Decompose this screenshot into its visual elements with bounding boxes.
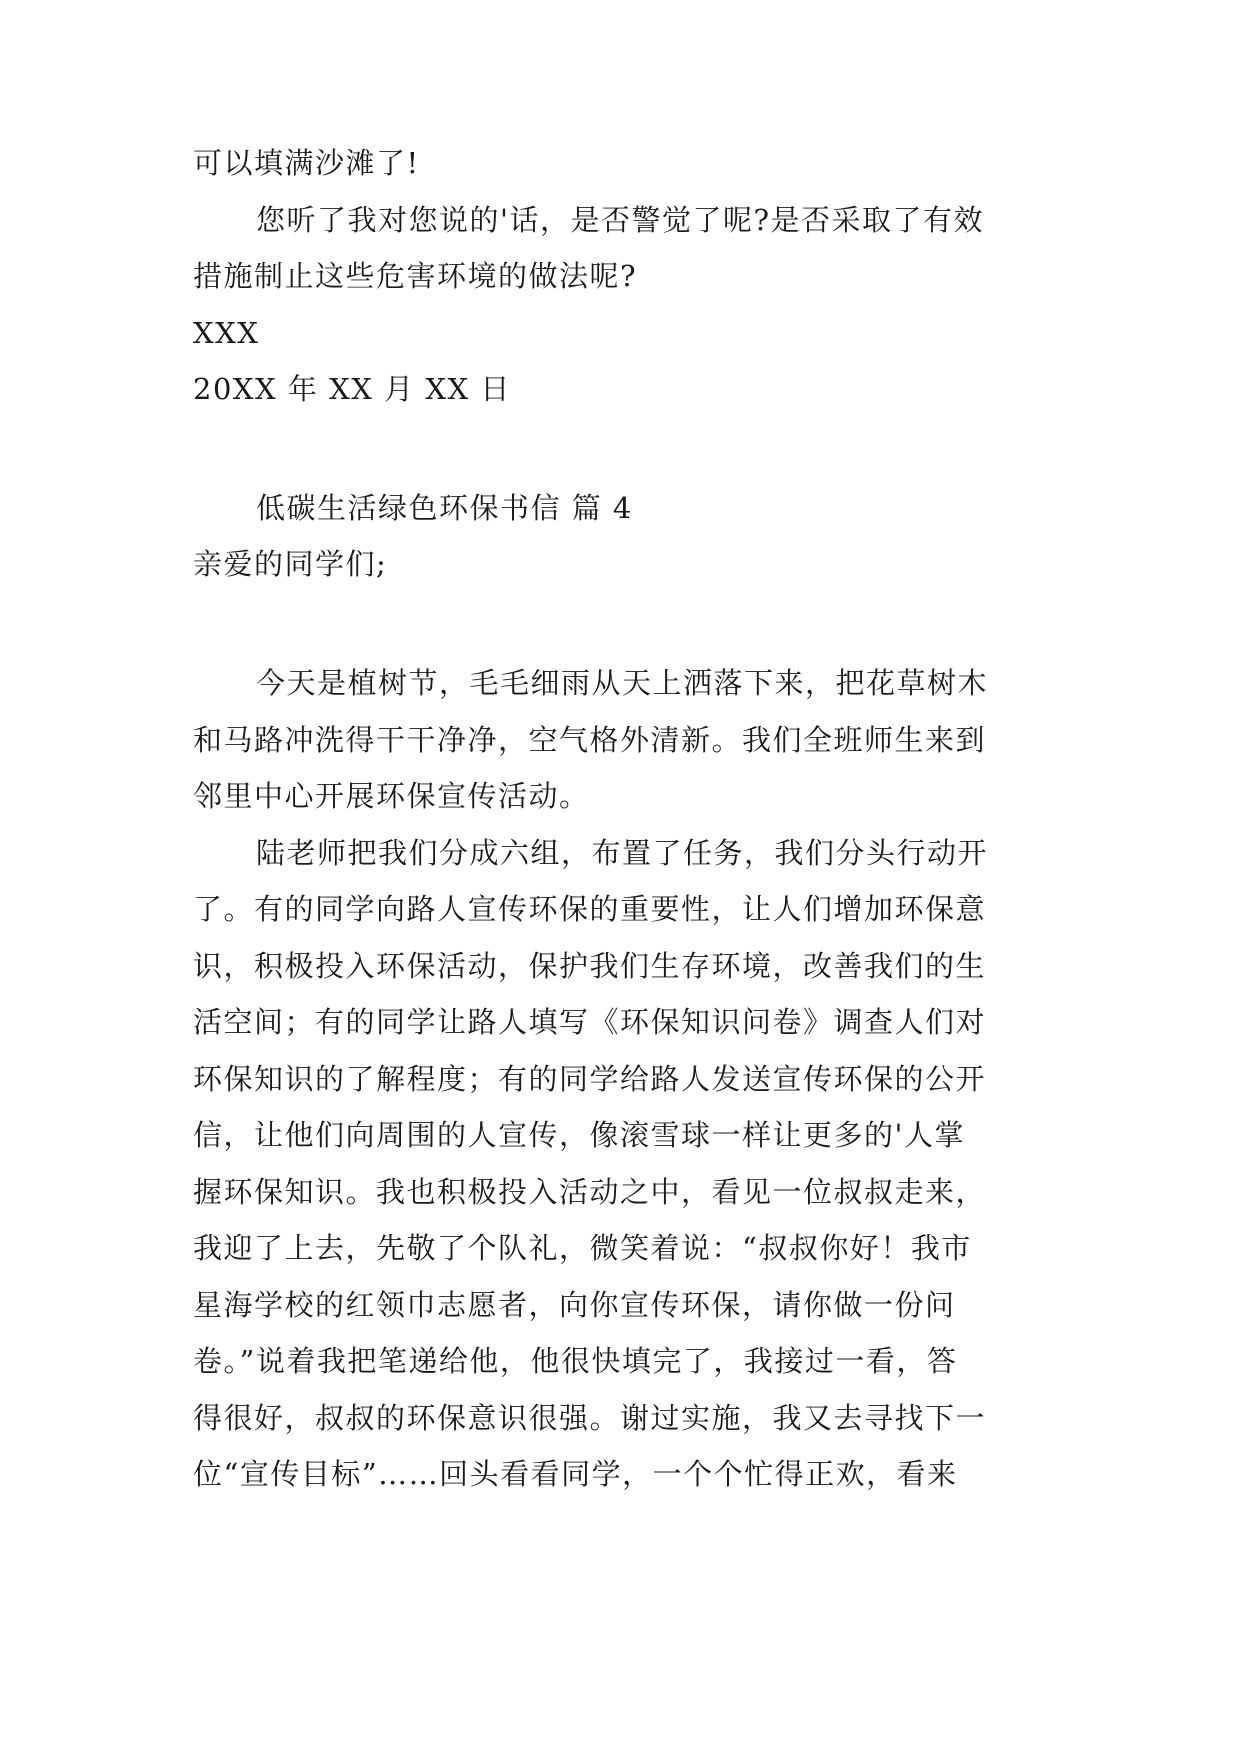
paragraph-line: 邻里中心开展环保宣传活动。 — [193, 779, 590, 813]
paragraph-line: 环保知识的了解程度；有的同学给路人发送宣传环保的公开 — [193, 1062, 987, 1096]
paragraph-line: 卷。”说着我把笔递给他，他很快填完了，我接过一看，答 — [193, 1344, 958, 1378]
paragraph-line: 可以填满沙滩了! — [193, 146, 420, 180]
paragraph-line: 陆老师把我们分成六组，布置了任务，我们分头行动开 — [256, 836, 989, 870]
paragraph-line: 您听了我对您说的'话，是否警觉了呢?是否采取了有效 — [256, 203, 985, 237]
salutation: 亲爱的同学们; — [193, 547, 388, 581]
paragraph-line: 措施制止这些危害环境的做法呢? — [193, 259, 638, 293]
paragraph-line: 识，积极投入环保活动，保护我们生存环境，改善我们的生 — [193, 949, 987, 983]
paragraph-line: 得很好，叔叔的环保意识很强。谢过实施，我又去寻找下一 — [193, 1401, 987, 1435]
signature-date: 20XX 年 XX 月 XX 日 — [193, 372, 511, 406]
paragraph-line: 今天是植树节，毛毛细雨从天上洒落下来，把花草树木 — [256, 666, 989, 700]
paragraph-line: 位“宣传目标”……回头看看同学，一个个忙得正欢，看来 — [193, 1457, 958, 1491]
section-title: 低碳生活绿色环保书信 篇 4 — [256, 491, 633, 525]
paragraph-line: 信，让他们向周围的人宣传，像滚雪球一样让更多的'人掌 — [193, 1118, 965, 1152]
paragraph-line: 握环保知识。我也积极投入活动之中，看见一位叔叔走来， — [193, 1175, 987, 1209]
paragraph-line: 了。有的同学向路人宣传环保的重要性，让人们增加环保意 — [193, 892, 987, 926]
paragraph-line: 和马路冲洗得干干净净，空气格外清新。我们全班师生来到 — [193, 723, 987, 757]
paragraph-line: 活空间；有的同学让路人填写《环保知识问卷》调查人们对 — [193, 1005, 987, 1039]
paragraph-line: 我迎了上去，先敬了个队礼，微笑着说：“叔叔你好！我市 — [193, 1231, 972, 1265]
signature-name: XXX — [193, 316, 260, 350]
paragraph-line: 星海学校的红领巾志愿者，向你宣传环保，请你做一份问 — [193, 1288, 956, 1322]
